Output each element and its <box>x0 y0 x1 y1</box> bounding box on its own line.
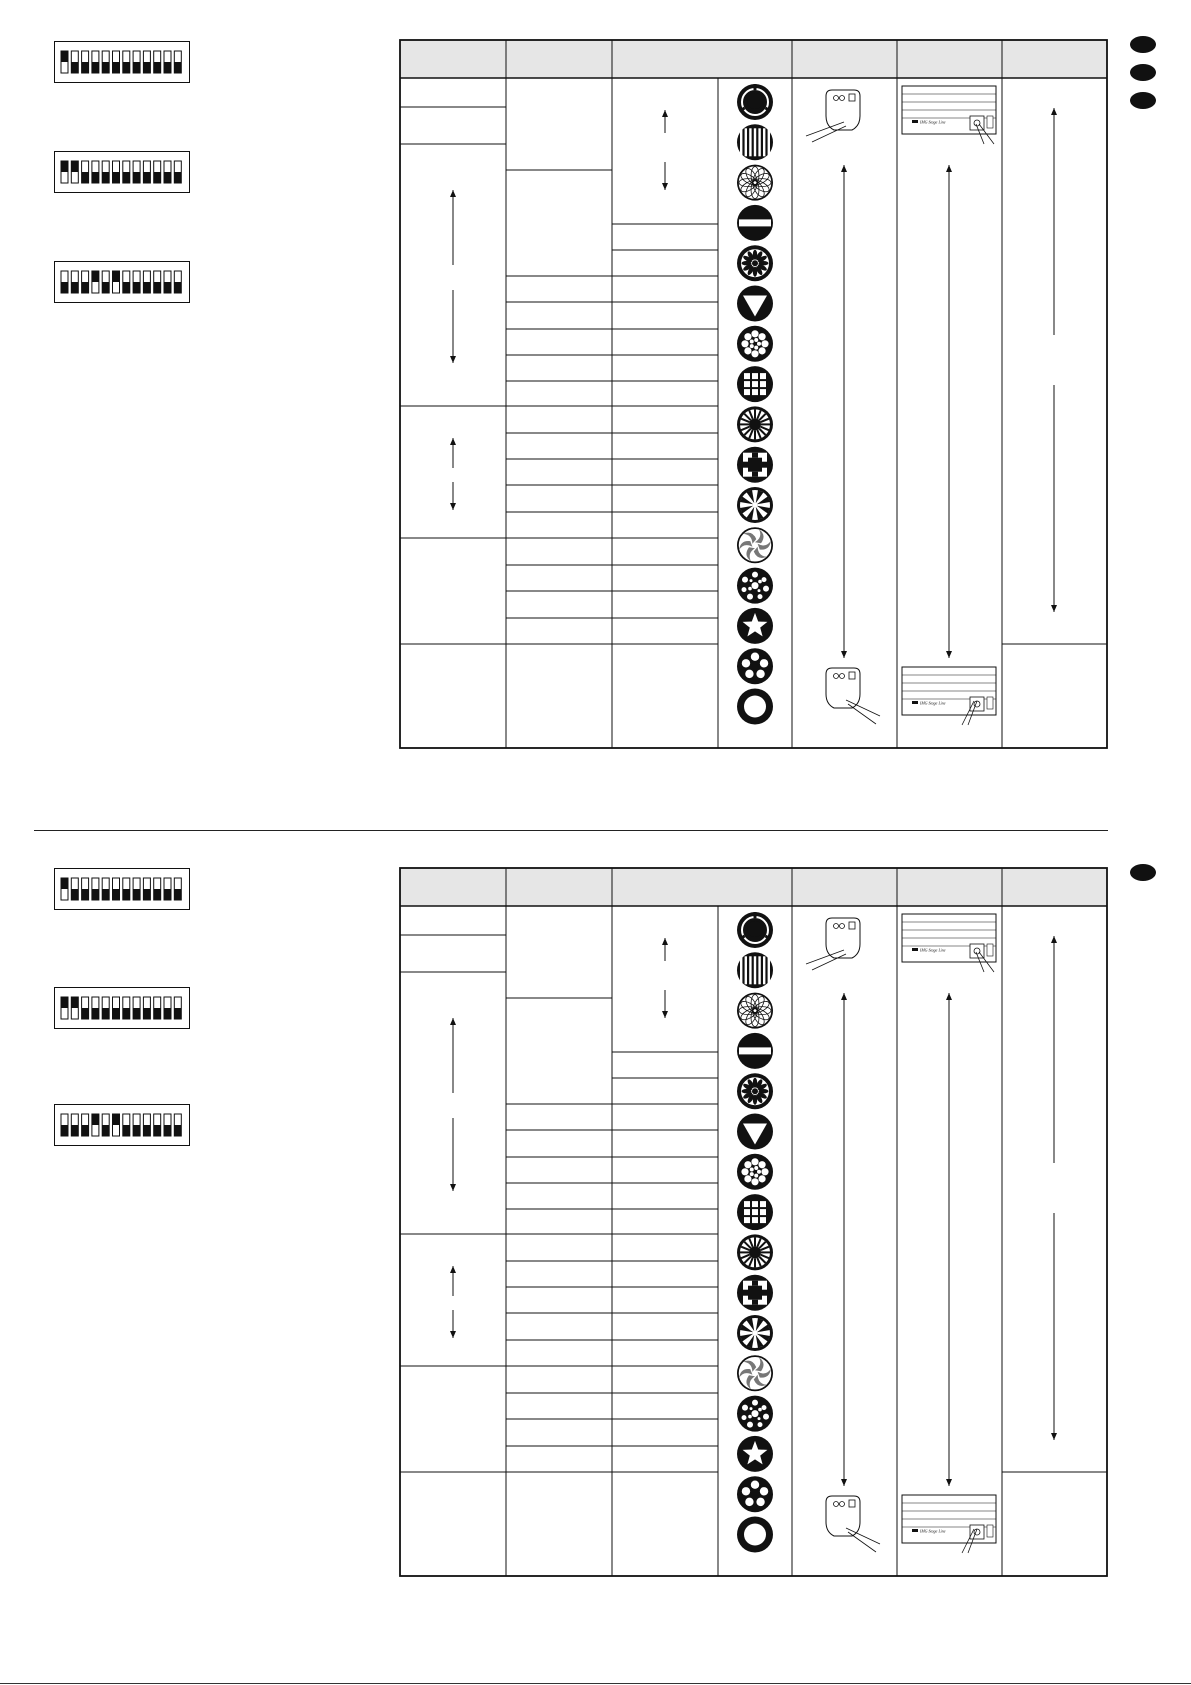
controller-unit-drawing <box>902 86 996 144</box>
bars-gobo-icon <box>737 952 773 988</box>
star-gobo-icon <box>737 1436 773 1472</box>
dip-switch-lever <box>133 271 140 293</box>
dip-switch-lever <box>174 878 181 900</box>
device-logo: IMG Stage Line <box>920 119 946 125</box>
dip-switch-lever <box>154 1114 161 1136</box>
language-marker <box>1130 92 1156 109</box>
bubbles-gobo-icon <box>737 326 773 362</box>
range-arrow <box>1051 108 1057 335</box>
range-arrow <box>450 1266 456 1296</box>
dip-switch-lever <box>164 51 171 73</box>
dip-switch-lever <box>174 51 181 73</box>
dip-switch-lever <box>164 878 171 900</box>
dip-switch-lever <box>143 271 150 293</box>
dip-switch-lever <box>102 51 109 73</box>
bubbles-gobo-icon <box>737 1154 773 1190</box>
dip-switch-lever <box>71 161 78 183</box>
dip-switch-lever <box>71 51 78 73</box>
dip-switch <box>54 987 190 1029</box>
fixture-head-drawing <box>826 1496 880 1552</box>
ring-gobo-icon <box>737 689 773 725</box>
range-arrow <box>1051 936 1057 1163</box>
gobo-channel-table <box>400 40 1110 750</box>
dip-switch-lever <box>113 161 120 183</box>
dip-switch-lever <box>164 997 171 1019</box>
range-arrow <box>662 110 668 133</box>
bar-gobo-icon <box>737 1033 773 1069</box>
dip-switch-lever <box>154 51 161 73</box>
dip-switch <box>54 1104 190 1146</box>
dip-switch-lever <box>113 271 120 293</box>
fixture-head-drawing <box>806 90 860 142</box>
language-marker <box>1130 36 1156 53</box>
dip-switch-lever <box>92 51 99 73</box>
range-arrow <box>662 162 668 190</box>
language-marker <box>1130 864 1156 881</box>
dip-switch-lever <box>133 161 140 183</box>
dip-switch-lever <box>92 997 99 1019</box>
burst-gobo-icon <box>737 1234 773 1270</box>
range-arrow <box>1051 1213 1057 1440</box>
dip-switch-lever <box>113 51 120 73</box>
dip-switch-lever <box>102 878 109 900</box>
star-gobo-icon <box>737 608 773 644</box>
dip-switch-lever <box>102 271 109 293</box>
range-arrow <box>946 165 952 658</box>
device-logo: IMG Stage Line <box>920 700 946 706</box>
dip-switch-lever <box>92 1114 99 1136</box>
range-arrow <box>450 1018 456 1093</box>
dip-switch-lever <box>174 997 181 1019</box>
dip-switch-lever <box>133 997 140 1019</box>
dip-switch-lever <box>82 878 89 900</box>
dip-switch <box>54 261 190 303</box>
range-arrow <box>450 1118 456 1191</box>
range-arrow <box>450 482 456 510</box>
ring-gobo-icon <box>737 1517 773 1553</box>
swirl-gobo-icon <box>737 1355 773 1391</box>
dip-switch-lever <box>92 161 99 183</box>
dip-switch-lever <box>123 51 130 73</box>
dip-switch-lever <box>82 271 89 293</box>
dip-switch-lever <box>164 1114 171 1136</box>
triangle-gobo-icon <box>737 286 773 322</box>
burst-gobo-icon <box>737 406 773 442</box>
dip-switch-lever <box>123 997 130 1019</box>
range-arrow <box>1051 385 1057 612</box>
dip-switch-lever <box>61 997 68 1019</box>
dip-switch-lever <box>133 1114 140 1136</box>
square-gobo-icon <box>737 1275 773 1311</box>
dip-switch-lever <box>143 997 150 1019</box>
bars-gobo-icon <box>737 124 773 160</box>
dip-switch-lever <box>71 271 78 293</box>
five-holes-gobo-icon <box>737 1476 773 1512</box>
dip-switch-lever <box>102 1114 109 1136</box>
star-burst-gobo-icon <box>737 487 773 523</box>
star-burst-gobo-icon <box>737 1315 773 1351</box>
dip-switch-lever <box>61 161 68 183</box>
dip-switch-lever <box>133 51 140 73</box>
dip-switch-lever <box>82 1114 89 1136</box>
dip-switch-lever <box>113 1114 120 1136</box>
five-holes-gobo-icon <box>737 648 773 684</box>
range-arrow <box>450 290 456 363</box>
dip-switch-lever <box>154 878 161 900</box>
gobo-channel-table <box>400 868 1110 1578</box>
dip-switch-lever <box>113 997 120 1019</box>
dots-gobo-icon <box>737 568 773 604</box>
dip-switch-lever <box>143 1114 150 1136</box>
dip-switch-lever <box>61 1114 68 1136</box>
controller-unit-drawing <box>902 1495 996 1553</box>
language-marker <box>1130 64 1156 81</box>
dip-switch-lever <box>123 161 130 183</box>
ring-dot-gobo-icon <box>737 84 773 120</box>
bar-gobo-icon <box>737 205 773 241</box>
swirl-gobo-icon <box>737 527 773 563</box>
dip-switch-lever <box>61 878 68 900</box>
range-arrow <box>662 990 668 1018</box>
dip-switch-lever <box>174 271 181 293</box>
range-arrow <box>450 1310 456 1338</box>
controller-unit-drawing <box>902 914 996 972</box>
spiral-mesh-gobo-icon <box>737 165 773 201</box>
dip-switch-lever <box>133 878 140 900</box>
dip-switch-lever <box>123 271 130 293</box>
dip-switch-lever <box>71 878 78 900</box>
dip-switch <box>54 151 190 193</box>
dip-switch-lever <box>174 161 181 183</box>
dip-switch-lever <box>143 51 150 73</box>
range-arrow <box>841 165 847 658</box>
range-arrow <box>841 993 847 1486</box>
fixture-head-drawing <box>826 668 880 724</box>
dip-switch-lever <box>71 997 78 1019</box>
dip-switch-lever <box>113 878 120 900</box>
spiral-mesh-gobo-icon <box>737 993 773 1029</box>
dip-switch-lever <box>92 271 99 293</box>
dip-switch-lever <box>61 271 68 293</box>
controller-unit-drawing <box>902 667 996 725</box>
dip-switch-lever <box>154 271 161 293</box>
dip-switch-lever <box>154 161 161 183</box>
dip-switch-lever <box>123 1114 130 1136</box>
range-arrow <box>450 190 456 265</box>
range-arrow <box>450 438 456 468</box>
dip-switch-lever <box>154 997 161 1019</box>
page-bottom-rule <box>0 1683 1191 1684</box>
range-arrow <box>662 938 668 961</box>
dip-switch-lever <box>82 51 89 73</box>
device-logo: IMG Stage Line <box>920 947 946 953</box>
dip-switch-lever <box>143 878 150 900</box>
dip-switch <box>54 41 190 83</box>
section-divider <box>34 830 1108 831</box>
grid-gobo-icon <box>737 366 773 402</box>
dip-switch-lever <box>102 997 109 1019</box>
dip-switch-lever <box>92 878 99 900</box>
dip-switch <box>54 868 190 910</box>
dip-switch-lever <box>123 878 130 900</box>
dip-switch-lever <box>143 161 150 183</box>
dip-switch-lever <box>174 1114 181 1136</box>
flower-gobo-icon <box>737 1073 773 1109</box>
dip-switch-lever <box>164 271 171 293</box>
dip-switch-lever <box>82 161 89 183</box>
dip-switch-lever <box>102 161 109 183</box>
dip-switch-lever <box>82 997 89 1019</box>
dip-switch-lever <box>164 161 171 183</box>
triangle-gobo-icon <box>737 1114 773 1150</box>
device-logo: IMG Stage Line <box>920 1528 946 1534</box>
fixture-head-drawing <box>806 918 860 970</box>
dip-switch-lever <box>61 51 68 73</box>
ring-dot-gobo-icon <box>737 912 773 948</box>
grid-gobo-icon <box>737 1194 773 1230</box>
dots-gobo-icon <box>737 1396 773 1432</box>
range-arrow <box>946 993 952 1486</box>
dip-switch-lever <box>71 1114 78 1136</box>
flower-gobo-icon <box>737 245 773 281</box>
square-gobo-icon <box>737 447 773 483</box>
